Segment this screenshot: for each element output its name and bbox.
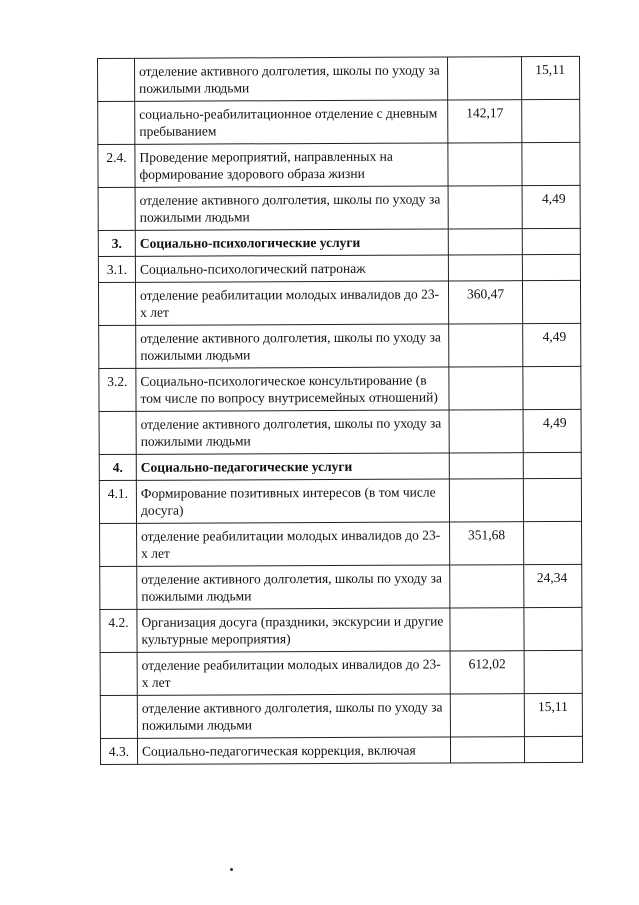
tariff-value-cell-2: [524, 650, 582, 693]
service-description-cell: отделение реабилитации молодых инвалидов до 23-х лет: [137, 651, 450, 695]
tariff-value-cell-1: 360,47: [448, 281, 522, 324]
table-row: [100, 564, 582, 609]
row-number-cell: [98, 101, 135, 144]
tariff-value-cell-1: 351,68: [450, 522, 524, 565]
table-row: [98, 99, 580, 144]
table-row: [98, 142, 580, 187]
table-row: [100, 521, 582, 566]
table-row: [100, 607, 582, 652]
tariff-value-cell-1: [449, 453, 523, 479]
service-description-cell: отделение активного долголетия, школы по уходу за пожилыми людьми: [135, 186, 448, 230]
service-description-cell: Формирование позитивных интересов (в том числе досуга): [136, 479, 449, 523]
row-number-cell: [100, 695, 137, 738]
service-description-cell: отделение активного долголетия, школы по уходу за пожилыми людьми: [136, 324, 449, 368]
row-number-cell: [100, 523, 137, 566]
table-row: [99, 366, 581, 411]
tariff-value-cell-2: 24,34: [524, 564, 582, 607]
tariff-value-cell-2: [522, 99, 580, 142]
service-description-cell: Социально-психологический патронаж: [135, 255, 448, 282]
table-row: [100, 736, 582, 764]
tariff-value-cell-1: [448, 186, 522, 229]
row-number-cell: [98, 282, 135, 325]
tariff-value-cell-1: [449, 367, 523, 410]
service-description-cell: Организация досуга (праздники, экскурсии и другие культурные мероприятия): [137, 608, 450, 652]
tariff-value-cell-2: 4,49: [523, 409, 581, 452]
row-number-cell: 4.1.: [99, 480, 136, 523]
row-number-cell: 2.4.: [98, 144, 135, 187]
table-row: [98, 254, 580, 282]
tariff-value-cell-1: 612,02: [450, 651, 524, 694]
tariff-value-cell-1: [449, 410, 523, 453]
tariff-value-cell-1: [450, 737, 524, 763]
tariff-value-cell-1: [448, 229, 522, 255]
tariff-value-cell-1: [449, 479, 523, 522]
table-row: [99, 409, 581, 454]
service-description-cell: Проведение мероприятий, направленных на формирование здорового образа жизни: [135, 143, 448, 187]
table-row: [99, 478, 581, 523]
service-description-cell: Социально-педагогические услуги: [136, 453, 449, 480]
service-description-cell: отделение реабилитации молодых инвалидов до 23-х лет: [137, 522, 450, 566]
tariff-value-cell-2: [523, 366, 581, 409]
row-number-cell: [100, 566, 137, 609]
service-description-cell: отделение активного долголетия, школы по уходу за пожилыми людьми: [136, 410, 449, 454]
tariff-value-cell-2: [524, 607, 582, 650]
tariff-value-cell-1: [450, 608, 524, 651]
tariff-value-cell-2: [523, 452, 581, 478]
tariff-value-cell-2: [524, 521, 582, 564]
row-number-cell: 4.3.: [100, 738, 137, 764]
tariff-value-cell-2: [523, 478, 581, 521]
row-number-cell: [98, 58, 135, 101]
row-number-cell: 3.2.: [99, 368, 136, 411]
tariff-value-cell-2: [522, 142, 580, 185]
service-description-cell: отделение активного долголетия, школы по уходу за пожилыми людьми: [137, 565, 450, 609]
tariff-value-cell-2: 15,11: [521, 56, 579, 99]
tariff-value-cell-2: 15,11: [524, 693, 582, 736]
row-number-cell: 4.2.: [100, 609, 137, 652]
section-header-row: [99, 452, 581, 480]
row-number-cell: 4.: [99, 454, 136, 480]
row-number-cell: [98, 187, 135, 230]
service-description-cell: отделение реабилитации молодых инвалидов до 23-х лет: [135, 281, 448, 325]
row-number-cell: 3.: [98, 230, 135, 256]
service-description-cell: отделение активного долголетия, школы по уходу за пожилыми людьми: [137, 694, 450, 738]
tariff-value-cell-1: 142,17: [448, 100, 522, 143]
scan-speck: [230, 868, 233, 871]
tariff-value-cell-1: [449, 324, 523, 367]
table-row: [98, 185, 580, 230]
tariff-value-cell-1: [447, 57, 521, 100]
table-row: [99, 323, 581, 368]
service-description-cell: Социально-психологическое консультирование (в том числе по вопросу внутрисемейных отношений): [136, 367, 449, 411]
service-description-cell: Социально-педагогическая коррекция, включая: [137, 737, 450, 764]
row-number-cell: [99, 325, 136, 368]
services-tariff-table: [97, 56, 583, 765]
row-number-cell: [99, 411, 136, 454]
tariff-value-cell-1: [450, 694, 524, 737]
tariff-value-cell-1: [450, 565, 524, 608]
table-row: [98, 56, 580, 101]
table-row: [100, 693, 582, 738]
section-header-row: [98, 228, 580, 256]
tariff-value-cell-1: [448, 143, 522, 186]
tariff-value-cell-2: [522, 228, 580, 254]
service-description-cell: Социально-психологические услуги: [135, 229, 448, 256]
service-description-cell: социально-реабилитационное отделение с дневным пребыванием: [135, 100, 448, 144]
tariff-value-cell-2: 4,49: [522, 185, 580, 228]
tariff-value-cell-1: [448, 255, 522, 281]
table-body: [98, 56, 583, 764]
tariff-value-cell-2: [524, 736, 582, 762]
table-row: [100, 650, 582, 695]
tariff-value-cell-2: [522, 254, 580, 280]
tariff-value-cell-2: [522, 280, 580, 323]
row-number-cell: [100, 652, 137, 695]
tariff-value-cell-2: 4,49: [523, 323, 581, 366]
table-row: [98, 280, 580, 325]
row-number-cell: 3.1.: [98, 256, 135, 282]
service-description-cell: отделение активного долголетия, школы по уходу за пожилыми людьми: [135, 57, 448, 101]
